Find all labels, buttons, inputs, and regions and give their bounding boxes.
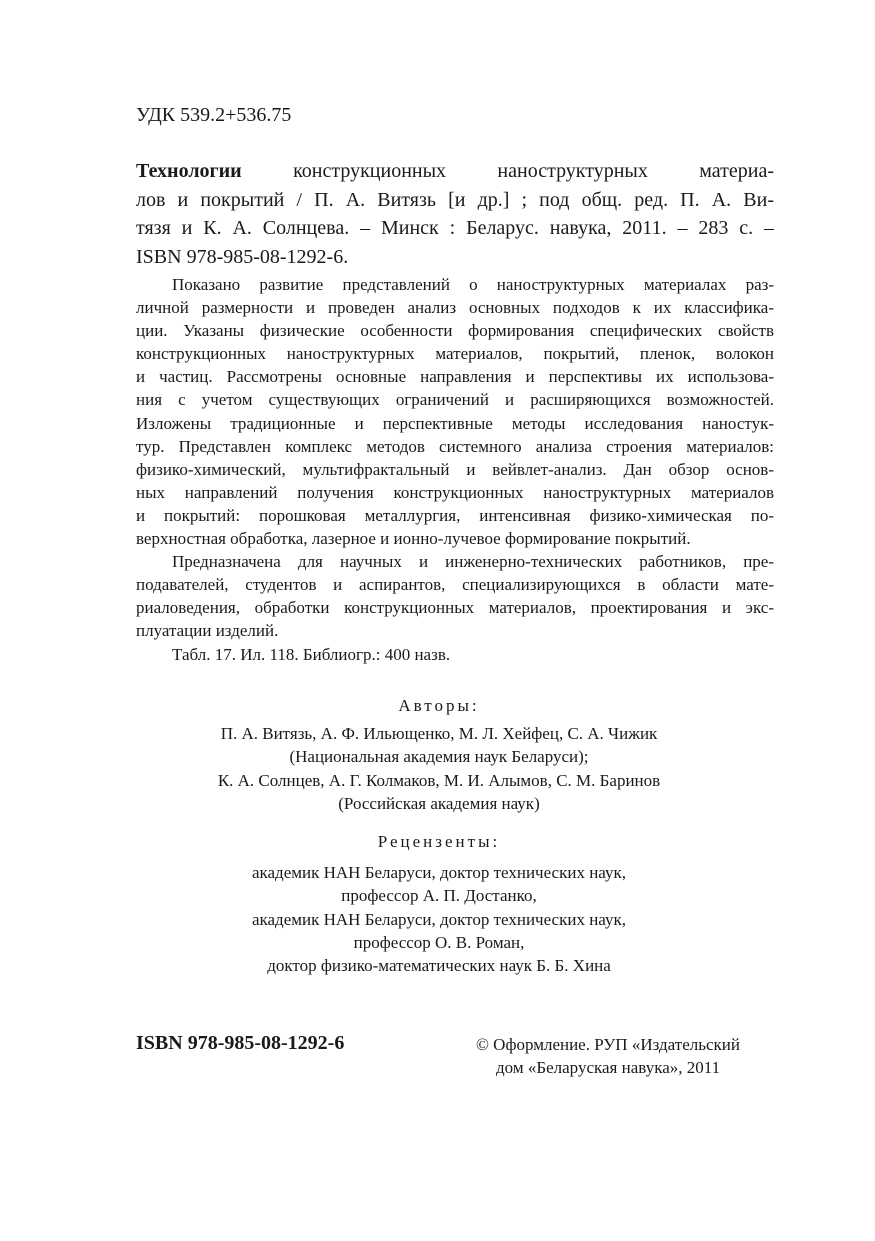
annotation-line: Предназначена для научных и инженерно-технических работников, пре- — [172, 552, 774, 572]
reviewers-list — [136, 861, 742, 977]
annotation-line: конструкционных наноструктурных материалов, покрытий, пленок, волокон — [136, 344, 774, 364]
copyright-line-1: © Оформление. РУП «Издательский — [476, 1035, 740, 1054]
book-title: Технологии — [136, 160, 242, 182]
annotation-line: и частиц. Рассмотрены основные направления и перспективы их использова- — [136, 367, 774, 387]
copyright-line-2: дом «Беларуская навука», 2011 — [496, 1058, 721, 1077]
authors-list — [136, 722, 742, 815]
isbn: ISBN 978-985-08-1292-6 — [136, 1032, 345, 1054]
author-line: К. А. Солнцев, А. Г. Колмаков, М. И. Алымов, С. М. Баринов — [217, 770, 661, 790]
biblio-line-2: лов и покрытий / П. А. Витязь [и др.] ; под общ. ред. П. А. Ви- — [136, 188, 774, 211]
annotation-line: и покрытий: порошковая металлургия, интенсивная физико-химическая по- — [136, 505, 774, 525]
annotation-line: верхностная обработка, лазерное и ионно-лучевое формирование покрытий. — [136, 529, 691, 549]
annotation-line: риаловедения, обработки конструкционных материалов, проектирования и экс- — [136, 598, 774, 618]
author-line: (Национальная академия наук Беларуси); — [289, 747, 589, 767]
annotation-line: Показано развитие представлений о наноструктурных материалах раз- — [172, 275, 774, 294]
biblio-line-4: ISBN 978-985-08-1292-6. — [136, 245, 349, 268]
annotation — [136, 273, 774, 666]
reviewers-heading: Рецензенты: — [377, 832, 501, 851]
reviewer-line: академик НАН Беларуси, доктор технических наук, — [251, 909, 627, 929]
author-line: (Российская академия наук) — [338, 793, 540, 813]
reviewer-line: доктор физико-математических наук Б. Б. Хина — [267, 956, 611, 976]
udk-code: УДК 539.2+536.75 — [136, 104, 292, 126]
annotation-line: Изложены традиционные и перспективные методы исследования наностук- — [136, 413, 774, 433]
annotation-line: ции. Указаны физические особенности формирования специфических свойств — [136, 321, 774, 341]
annotation-line: подавателей, студентов и аспирантов, специализирующихся в области мате- — [136, 575, 774, 595]
annotation-line: тур. Представлен комплекс методов системного анализа строения материалов: — [136, 436, 774, 456]
annotation-line: плуатации изделий. — [136, 621, 279, 641]
biblio-line-3: тязя и К. А. Солнцева. – Минск : Беларус. навука, 2011. – 283 с. – — [136, 217, 774, 239]
author-line: П. А. Витязь, А. Ф. Ильющенко, М. Л. Хейфец, С. А. Чижик — [220, 724, 658, 743]
annotation-line: ных направлений получения конструкционных наноструктурных материалов — [136, 482, 774, 502]
copyright-notice — [476, 1033, 740, 1079]
annotation-line: физико-химический, мультифрактальный и вейвлет-анализ. Дан обзор основ- — [136, 459, 774, 479]
bibliographic-record — [136, 157, 774, 271]
authors-heading: Авторы: — [398, 696, 480, 715]
annotation-line: ния с учетом существующих ограничений и расширяющихся возможностей. — [136, 390, 774, 410]
reviewer-line: профессор А. П. Достанко, — [341, 886, 537, 906]
annotation-line: личной размерности и проведен анализ основных подходов к их классифика- — [136, 298, 774, 318]
biblio-title-rest: конструкционных наноструктурных материа- — [293, 160, 774, 182]
reviewer-line: академик НАН Беларуси, доктор технических наук, — [251, 863, 627, 882]
reviewer-line: профессор О. В. Роман, — [353, 932, 525, 952]
annotation-tables-note: Табл. 17. Ил. 118. Библиогр.: 400 назв. — [172, 644, 451, 664]
biblio-line-1 — [136, 157, 774, 186]
